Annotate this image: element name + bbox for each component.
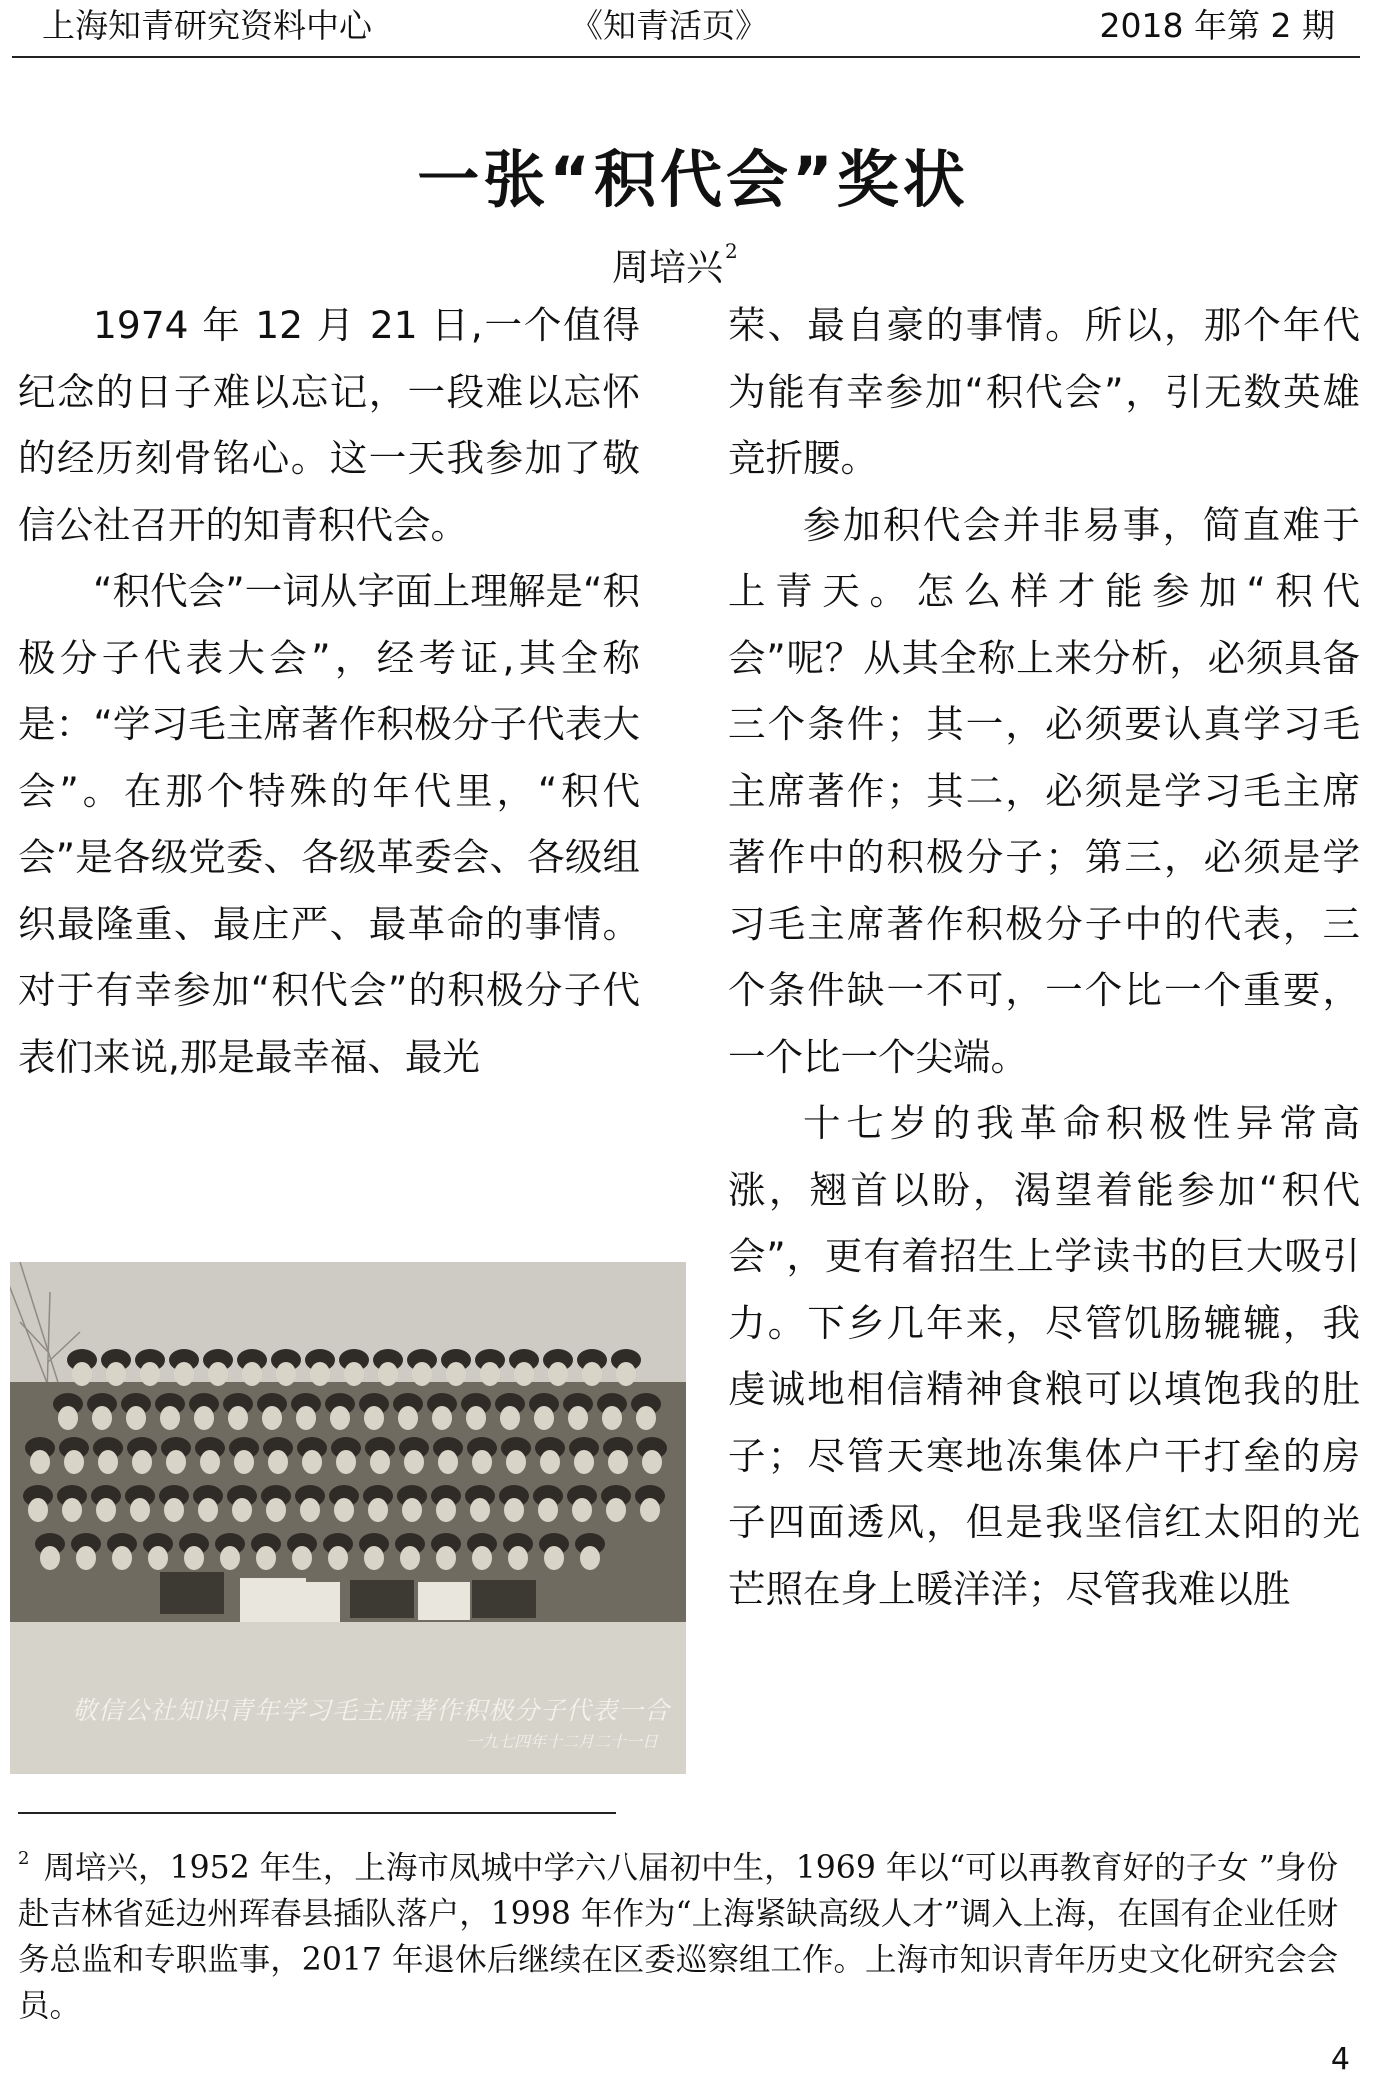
photo-person-face — [126, 1406, 146, 1430]
photo-person-face — [544, 1546, 564, 1570]
photo-person-face — [98, 1450, 118, 1474]
photo-person-face — [540, 1450, 560, 1474]
photo-person-face — [220, 1546, 240, 1570]
left-column — [18, 292, 640, 1090]
photo-person-face — [140, 1362, 160, 1386]
photo-person-face — [602, 1406, 622, 1430]
photo-person-face — [446, 1362, 466, 1386]
right-column — [728, 292, 1360, 1622]
photo-person-face — [500, 1406, 520, 1430]
photo-person-face — [330, 1406, 350, 1430]
photo-person-face — [266, 1498, 286, 1522]
photo-person-face — [256, 1546, 276, 1570]
photo-person-face — [58, 1406, 78, 1430]
photo-person-face — [268, 1450, 288, 1474]
photo-person-face — [194, 1406, 214, 1430]
photo-person-face — [334, 1498, 354, 1522]
photo-person-face — [548, 1362, 568, 1386]
photo-person-face — [642, 1450, 662, 1474]
photo-person-face — [166, 1450, 186, 1474]
photo-person-face — [466, 1406, 486, 1430]
photo-person-face — [336, 1450, 356, 1474]
photo-person-face — [164, 1498, 184, 1522]
photo-person-face — [344, 1362, 364, 1386]
photo-person-face — [228, 1406, 248, 1430]
photo-person-face — [412, 1362, 432, 1386]
photo-person-face — [200, 1450, 220, 1474]
photo-person-face — [72, 1362, 92, 1386]
photo-person-face — [640, 1498, 660, 1522]
photo-person-face — [30, 1450, 50, 1474]
photo-person-face — [292, 1546, 312, 1570]
page-header — [12, 0, 1360, 58]
photo-person-face — [106, 1362, 126, 1386]
photo-person-face — [480, 1362, 500, 1386]
photo-person-face — [470, 1498, 490, 1522]
photo-person-face — [76, 1546, 96, 1570]
issue-number: 2018 年第 2 期 — [1099, 6, 1335, 45]
photo-person-face — [262, 1406, 282, 1430]
footnote-text: 周培兴，1952 年生，上海市凤城中学六八届初中生，1969 年以“可以再教育好的子女 ”身份赴吉林省延边州珲春县插队落户，1998 年作为“上海紧缺高级人才”调入上海，在国有企业任财务总监和专职监事，2017 年退休后继续在区委巡察组工作。上海市知识青年历史文化研究会会员。 — [18, 1850, 1338, 2024]
photo-person-face — [436, 1498, 456, 1522]
paragraph: 参加积代会并非易事，简直难于上青天。怎么样才能参加“积代会”呢？从其全称上来分析，必须具备三个条件；其一，必须要认真学习毛主席著作；其二，必须是学习毛主席著作中的积极分子；第三，必须是学习毛主席著作积极分子中的代表，三个条件缺一不可，一个比一个重要，一个比一个尖端。 — [728, 502, 1360, 1079]
author-name: 周培兴 — [612, 246, 723, 289]
photo-person-face — [438, 1450, 458, 1474]
photo-person-face — [364, 1546, 384, 1570]
footnote — [18, 1836, 1338, 2029]
photo-person-face — [208, 1362, 228, 1386]
photo-person-face — [296, 1406, 316, 1430]
photo-person-face — [404, 1450, 424, 1474]
photo-person-face — [300, 1498, 320, 1522]
photo-date: 一九七四年十二月二十一日 — [466, 1732, 659, 1751]
photo-person-face — [92, 1406, 112, 1430]
photo-person-face — [132, 1450, 152, 1474]
photo-person-face — [472, 1546, 492, 1570]
photo-person-face — [400, 1546, 420, 1570]
footnote-mark: 2 — [18, 1848, 30, 1869]
photo-person-face — [174, 1362, 194, 1386]
photo-person-face — [606, 1498, 626, 1522]
photo-person-face — [508, 1546, 528, 1570]
paragraph-continuation: 荣、最自豪的事情。所以，那个年代为能有幸参加“积代会”，引无数英雄竞折腰。 — [728, 303, 1360, 480]
photo-person-face — [368, 1498, 388, 1522]
photo-person-face — [636, 1406, 656, 1430]
photo-person-face — [538, 1498, 558, 1522]
photo-person-face — [504, 1498, 524, 1522]
paragraph: 1974 年 12 月 21 日,一个值得纪念的日子难以忘记，一段难以忘怀的经历刻骨铭心。这一天我参加了敬信公社召开的知青积代会。 — [18, 303, 640, 547]
photo-person-face — [302, 1450, 322, 1474]
group-photo — [10, 1262, 686, 1774]
page-number: 4 — [1330, 2042, 1350, 2077]
photo-person-face — [580, 1546, 600, 1570]
photo-person-face — [148, 1546, 168, 1570]
publisher-name: 上海知青研究资料中心 — [42, 6, 372, 45]
journal-name: 《知青活页》 — [570, 6, 768, 45]
photo-person-face — [432, 1406, 452, 1430]
photo-person-face — [472, 1450, 492, 1474]
photo-person-face — [310, 1362, 330, 1386]
paragraph: “积代会”一词从字面上理解是“积极分子代表大会”，经考证,其全称是：“学习毛主席著作积极分子代表大会”。在那个特殊的年代里，“积代会”是各级党委、各级革委会、各级组织最隆重、最庄严、最革命的事情。对于有幸参加“积代会”的积极分子代表们来说,那是最幸福、最光 — [18, 569, 640, 1079]
article-title: 一张“积代会”奖状 — [417, 143, 969, 216]
footnote-divider — [18, 1812, 616, 1814]
article-author — [612, 226, 738, 293]
photo-person-face — [514, 1362, 534, 1386]
photo-person-face — [112, 1546, 132, 1570]
photo-person-face — [234, 1450, 254, 1474]
photo-person-face — [568, 1406, 588, 1430]
photo-person-face — [242, 1362, 262, 1386]
photo-person-face — [28, 1498, 48, 1522]
paragraph: 十七岁的我革命积极性异常高涨，翘首以盼，渴望着能参加“积代会”，更有着招生上学读书的巨大吸引力。下乡几年来，尽管饥肠辘辘，我虔诚地相信精神食粮可以填饱我的肚子；尽管天寒地冻集体户干打垒的房子四面透风，但是我坚信红太阳的光芒照在身上暖洋洋；尽管我难以胜 — [728, 1101, 1360, 1611]
photo-person-face — [574, 1450, 594, 1474]
photo-caption: 敬信公社知识青年学习毛主席著作积极分子代表一合 — [72, 1696, 671, 1725]
photo-person-face — [64, 1450, 84, 1474]
photo-person-face — [40, 1546, 60, 1570]
photo-person-face — [534, 1406, 554, 1430]
photo-person-face — [608, 1450, 628, 1474]
photo-person-face — [276, 1362, 296, 1386]
photo-person-face — [402, 1498, 422, 1522]
photo-person-face — [62, 1498, 82, 1522]
photo-person-face — [582, 1362, 602, 1386]
photo-person-face — [370, 1450, 390, 1474]
photo-person-face — [572, 1498, 592, 1522]
photo-person-face — [616, 1362, 636, 1386]
photo-person-face — [398, 1406, 418, 1430]
photo-person-face — [198, 1498, 218, 1522]
photo-person-face — [506, 1450, 526, 1474]
photo-person-face — [232, 1498, 252, 1522]
photo-person-face — [184, 1546, 204, 1570]
photo-person-face — [160, 1406, 180, 1430]
photo-person-face — [378, 1362, 398, 1386]
photo-person-face — [96, 1498, 116, 1522]
photo-person-face — [436, 1546, 456, 1570]
photo-person-face — [364, 1406, 384, 1430]
photo-person-face — [328, 1546, 348, 1570]
author-footnote-mark: 2 — [725, 239, 738, 263]
photo-person-face — [130, 1498, 150, 1522]
